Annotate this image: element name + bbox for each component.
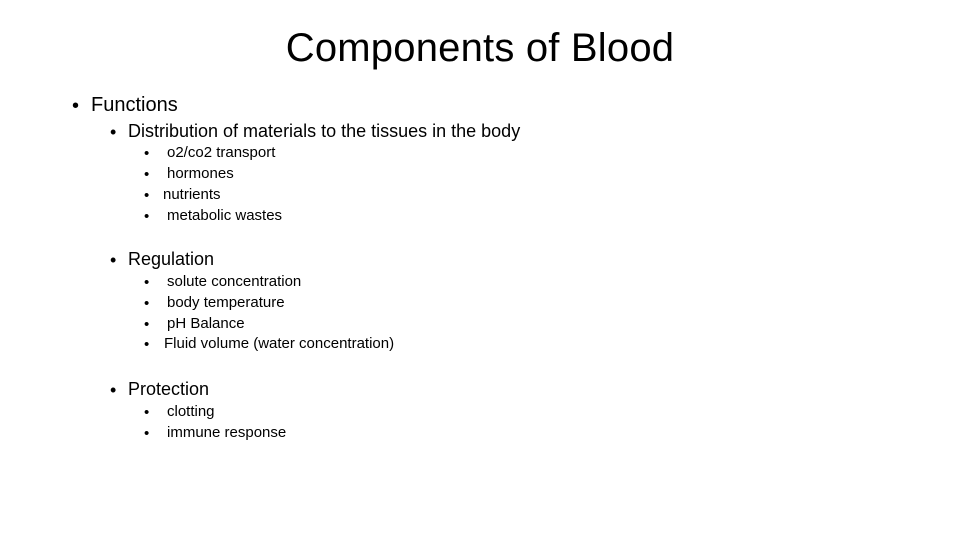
bullet-marker: •	[144, 187, 150, 204]
bullet-marker: •	[144, 295, 150, 312]
list-item: o2/co2 transport	[167, 144, 276, 161]
list-item: clotting	[167, 403, 215, 420]
list-item: pH Balance	[167, 315, 245, 332]
bullet-marker: •	[144, 274, 150, 291]
bullet-marker: •	[144, 425, 150, 442]
functions-heading: Functions	[91, 94, 178, 116]
bullet-marker: •	[144, 208, 150, 225]
list-item: metabolic wastes	[167, 207, 283, 224]
bullet-marker: •	[144, 316, 150, 333]
list-item: hormones	[167, 165, 234, 182]
list-item: Fluid volume (water concentration)	[164, 335, 395, 352]
protection-heading: Protection	[128, 379, 210, 399]
bullet-marker: •	[110, 250, 117, 270]
bullet-marker: •	[72, 95, 80, 117]
list-item: solute concentration	[167, 273, 302, 290]
bullet-marker: •	[110, 380, 117, 400]
bullet-marker: •	[110, 122, 117, 142]
bullet-marker: •	[144, 404, 150, 421]
list-item: body temperature	[167, 294, 285, 311]
bullet-marker: •	[144, 336, 150, 353]
list-item: immune response	[167, 424, 287, 441]
slide-title: Components of Blood	[285, 26, 675, 70]
regulation-heading: Regulation	[128, 249, 215, 269]
bullet-marker: •	[144, 166, 150, 183]
distribution-heading: Distribution of materials to the tissues in the body	[128, 121, 521, 141]
list-item: nutrients	[163, 186, 221, 203]
bullet-marker: •	[144, 145, 150, 162]
